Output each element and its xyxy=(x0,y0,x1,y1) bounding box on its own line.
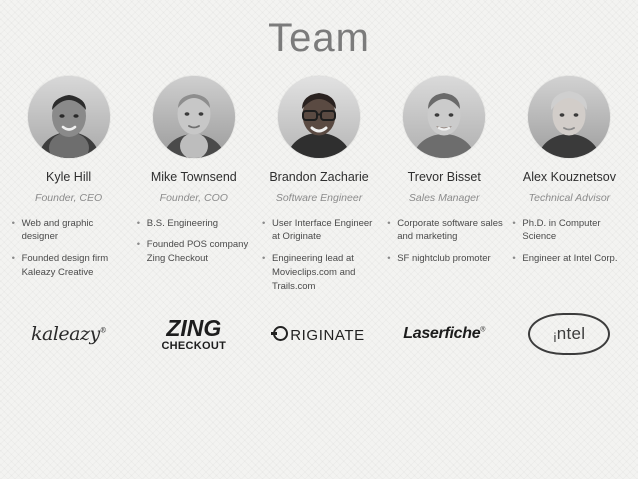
registered-mark-icon: ® xyxy=(480,327,486,335)
list-item: • Founded POS company Zing Checkout xyxy=(135,238,253,266)
page-title: Team xyxy=(268,16,370,60)
member-bullets xyxy=(135,217,253,274)
list-item: • Web and graphic designer xyxy=(10,217,128,245)
portrait-trevor-bisset xyxy=(403,76,485,158)
logo-intel xyxy=(507,307,632,361)
logo-originate xyxy=(256,307,381,361)
member-role: Founder, CEO xyxy=(35,192,103,204)
logo-laserfiche xyxy=(382,307,507,361)
list-item: • Corporate software sales and marketing xyxy=(385,217,503,245)
member-name: Alex Kouznetsov xyxy=(522,170,616,184)
logo-zing-subtext: CHECKOUT xyxy=(161,339,227,352)
list-item: • Engineering lead at Movieclips.com and Trails.com xyxy=(260,252,378,293)
company-logo-row xyxy=(0,307,638,361)
originate-o-mark-icon xyxy=(273,326,288,341)
registered-mark-icon: ® xyxy=(99,327,107,336)
member-role: Software Engineer xyxy=(275,192,363,204)
logo-kaleazy-text: kaleazy xyxy=(30,323,100,346)
team-member-list xyxy=(0,76,638,301)
list-item: • Ph.D. in Computer Science xyxy=(510,217,628,245)
member-name: Trevor Bisset xyxy=(407,170,481,184)
member-name: Mike Townsend xyxy=(150,170,237,184)
member-role: Technical Advisor xyxy=(528,192,611,204)
member-name: Brandon Zacharie xyxy=(269,170,369,184)
list-item: • SF nightclub promoter xyxy=(385,252,503,266)
member-bullets xyxy=(260,217,378,302)
team-member-card xyxy=(256,76,381,301)
list-item: • Founded design firm Kaleazy Creative xyxy=(10,252,128,280)
member-bullets xyxy=(385,217,503,274)
team-member-card xyxy=(382,76,507,274)
member-bullets xyxy=(510,217,628,274)
team-member-card xyxy=(6,76,131,288)
team-member-card xyxy=(131,76,256,274)
member-role: Sales Manager xyxy=(408,192,480,204)
list-item: • B.S. Engineering xyxy=(135,217,253,231)
list-item: • Engineer at Intel Corp. xyxy=(510,252,628,266)
portrait-brandon-zacharie xyxy=(278,76,360,158)
portrait-kyle-hill xyxy=(28,76,110,158)
member-role: Founder, COO xyxy=(159,192,228,204)
member-name: Kyle Hill xyxy=(46,170,92,184)
portrait-mike-townsend xyxy=(153,76,235,158)
member-bullets xyxy=(10,217,128,288)
team-member-card xyxy=(507,76,632,274)
logo-intel-lead: i xyxy=(553,329,557,345)
logo-zing-text: ZING xyxy=(166,314,222,341)
logo-originate-text: RIGINATE xyxy=(290,326,365,344)
logo-intel-text: ntel xyxy=(556,324,586,344)
logo-kaleazy xyxy=(6,307,131,361)
logo-zing-checkout xyxy=(131,307,256,361)
portrait-alex-kouznetsov xyxy=(528,76,610,158)
list-item: • User Interface Engineer at Originate xyxy=(260,217,378,245)
logo-laserfiche-text: Laserfiche xyxy=(403,325,481,343)
